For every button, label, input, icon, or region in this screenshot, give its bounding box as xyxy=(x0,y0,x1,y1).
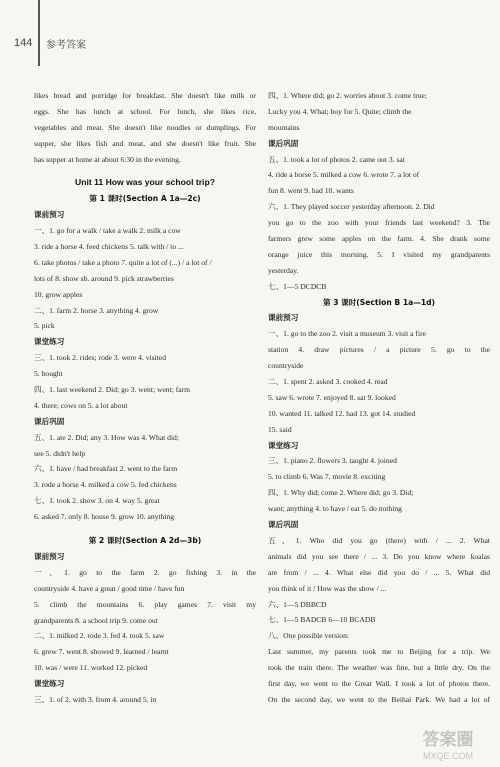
answer-line: countryside 4. have a great / good time / have fun xyxy=(34,583,185,593)
answer-line: 三、1. of 2. with 3. from 4. around 5. in xyxy=(34,694,157,704)
answer-line: supper, she likes fish and meat, and she doesn't like fruit. She xyxy=(34,138,256,148)
answer-line: want; anything 4. to have / eat 5. do nothing xyxy=(268,504,402,514)
answer-line: 五、1. took a lot of photos 2. came out 3. sat xyxy=(268,154,405,164)
page-header xyxy=(0,0,500,64)
answer-line: 5. to climb 6. Was 7. movie 8. exciting xyxy=(268,472,386,482)
answer-line: first day, we went to the Great Wall. I took a lot of photos there. xyxy=(268,678,490,688)
unit-title: Unit 11 How was your school trip? xyxy=(75,177,215,188)
answer-line: mountains xyxy=(268,122,300,132)
answer-line: are from / ... 4. What else did you do / ... 5. What did xyxy=(268,567,490,577)
answer-line: 六、1—5 DBBCD xyxy=(268,599,327,609)
page-number: 144 xyxy=(14,37,33,49)
lesson-title: 第 1 课时(Section A 1a—2c) xyxy=(89,194,201,204)
answer-line: 4. there; cows on 5. a lot about xyxy=(34,400,128,410)
answer-line: 六、1. They played soccer yesterday afternoon. 2. Did xyxy=(268,202,435,212)
answer-line: grandparents 8. a school trip 9. come out xyxy=(34,615,158,625)
answer-line: 一、1. go for a walk / take a walk 2. milk a cow xyxy=(34,226,181,236)
answer-line: farmers grew some apples on the farm. 4. She drank some xyxy=(268,234,490,244)
answer-line: you go to the zoo with your friends last weekend? 3. The xyxy=(268,218,490,228)
watermark-logo xyxy=(402,723,494,763)
answer-line: yesterday. xyxy=(268,265,299,275)
answer-line: 八、One possible version: xyxy=(268,631,349,641)
section-heading: 课堂练习 xyxy=(268,440,299,450)
section-heading: 课堂练习 xyxy=(34,679,65,689)
answer-line: 三、1. took 2. rides; rode 3. were 4. visited xyxy=(34,353,167,363)
answer-line: lots of 8. show sb. around 9. pick strawberries xyxy=(34,273,174,283)
answer-line: 四、1. Where did; go 2. worries about 3. come true; xyxy=(268,91,428,100)
watermark-text: 答案圈 xyxy=(422,730,474,750)
answer-line: 四、1. Why did; come 2. Where did; go 3. Did; xyxy=(268,488,414,498)
answer-line: On the second day, we went to the Beihai Park. We had a lot of xyxy=(268,694,490,704)
answer-line: 五、1. Who did you go (there) with / ... 2. What xyxy=(268,535,490,545)
header-divider xyxy=(38,0,40,66)
section-heading: 课前预习 xyxy=(34,210,65,220)
section-heading: 课后巩固 xyxy=(34,416,65,426)
right-column xyxy=(268,88,490,708)
answer-line: 10. grow apples xyxy=(34,289,83,299)
answer-line: 一、1. go to the zoo 2. visit a museum 3. visit a fire xyxy=(268,329,426,339)
answer-line: station 4. draw pictures / a picture 5. go to the xyxy=(268,345,490,355)
answer-line: countryside xyxy=(268,361,304,371)
answer-line: took the train there. The weather was fine, but a little dry. On the xyxy=(268,663,490,673)
answer-line: orange juice this morning. 5. I visited my grandparents xyxy=(268,249,490,259)
answer-line: 6. grew 7. went 8. showed 9. learned / learnt xyxy=(34,647,169,657)
answer-line: 4. ride a horse 5. milked a cow 6. wrote 7. a lot of xyxy=(268,170,420,180)
answer-line: see 5. didn't help xyxy=(34,448,86,458)
answer-line: 6. asked 7. only 8. house 9. grow 10. anything xyxy=(34,512,175,522)
answer-line: 七、1—5 BADCB 6—10 BCADB xyxy=(268,615,376,625)
lesson-title: 第 2 课时(Section A 2d—3b) xyxy=(88,536,202,546)
answer-line: 二、1. milked 2. rode 3. fed 4. took 5. saw xyxy=(34,631,165,641)
answer-line: 3. rode a horse 4. milked a cow 5. fed chickens xyxy=(34,480,177,490)
answer-line: 10. wanted 11. talked 12. had 13. got 14. studied xyxy=(268,408,416,418)
answer-line: 四、1. last weekend 2. Did; go 3. went; went; farm xyxy=(34,385,191,395)
answer-line: 15. said xyxy=(268,424,292,434)
answer-line: 5. climb the mountains 6. play games 7. visit my xyxy=(34,599,256,609)
answer-line: vegetables and meat. She doesn't like noodles or dumplings. For xyxy=(34,122,256,132)
answer-line: Last summer, my parents took me to Beijing for a trip. We xyxy=(268,647,490,657)
answer-line: 5. pick xyxy=(34,321,55,331)
answer-line: 5. saw 6. wrote 7. enjoyed 8. sat 9. looked xyxy=(268,392,396,402)
left-column xyxy=(34,88,256,708)
answer-line: has supper at home at about 6:30 in the evening. xyxy=(34,154,181,164)
watermark-subtext: MXQE.COM xyxy=(422,751,474,761)
answer-line: animals did you see there / ... 3. Do you know where koalas xyxy=(268,551,490,561)
answer-line: 6. take photos / take a photo 7. quite a lot of (...) / a lot of / xyxy=(34,257,212,267)
header-title: 参考答案 xyxy=(46,40,86,51)
answer-line: 5. bought xyxy=(34,369,63,379)
section-heading: 课后巩固 xyxy=(268,138,299,148)
spacer xyxy=(34,525,256,533)
answer-line: likes bread and porridge for breakfast. She doesn't like milk or xyxy=(34,91,256,100)
answer-line: 10. was / were 11. worked 12. picked xyxy=(34,663,148,673)
lesson-title: 第 3 课时(Section B 1a—1d) xyxy=(322,297,436,307)
section-heading: 课前预习 xyxy=(268,313,299,323)
answer-line: fun 8. went 9. had 10. wants xyxy=(268,186,354,196)
answer-line: 3. ride a horse 4. feed chickens 5. talk with / to ... xyxy=(34,242,184,252)
answer-line: Lucky you 4. What; buy for 5. Quite; climb the xyxy=(268,106,412,116)
answer-line: 五、1. ate 2. Did; any 3. How was 4. What did; xyxy=(34,432,179,442)
answer-line: 二、1. spent 2. asked 3. cooked 4. read xyxy=(268,377,388,387)
section-heading: 课前预习 xyxy=(34,551,65,561)
answer-line: 七、1. took 2. show 3. on 4. way 5. great xyxy=(34,496,160,506)
section-heading: 课堂练习 xyxy=(34,337,65,347)
answer-line: you think of it / How was the show / ... xyxy=(268,583,387,593)
answer-line: 六、1. have / had breakfast 2. went to the farm xyxy=(34,464,178,474)
answer-line: 三、1. piano 2. flowers 3. taught 4. joined xyxy=(268,456,397,466)
answer-line: 一、1. go to the farm 2. go fishing 3. in the xyxy=(34,567,256,577)
answer-line: eggs. She has lunch at school. For lunch, she likes rice, xyxy=(34,106,256,116)
answer-line: 二、1. farm 2. horse 3. anything 4. grow xyxy=(34,305,159,315)
section-heading: 课后巩固 xyxy=(268,520,299,530)
spacer xyxy=(34,167,256,175)
answer-line: 七、1—5 DCDCB xyxy=(268,281,327,291)
